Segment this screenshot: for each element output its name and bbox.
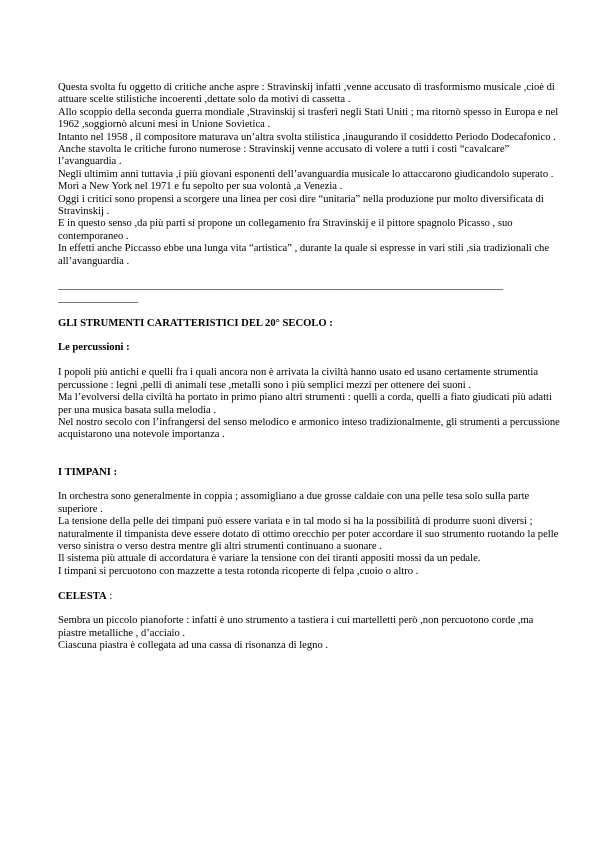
paragraph: Negli ultimim anni tuttavia ,i più giovani esponenti dell’avanguardia musicale lo attaccarono giudicandolo superato . — [58, 168, 554, 180]
paragraph: I timpani si percuotono con mazzette a testa rotonda ricoperte di felpa ,cuoio o altro . — [58, 565, 419, 577]
paragraph: I popoli più antichi e quelli fra i quali ancora non è arrivata la civiltà hanno usato ed usano certamente strumentia percussione : legni ,pelli di animali tese ,metalli sono i più semplici mezzi per ottenere dei suoni . — [58, 367, 539, 391]
section-title-suffix: : — [106, 590, 113, 602]
paragraph: Nel nostro secolo con l’infrangersi del senso melodico e armonico inteso tradizionalmente, gli strumenti a percussione acquistarono una notevole importanza . — [58, 416, 560, 441]
timpani-section — [58, 467, 560, 579]
paragraph: In orchestra sono generalmente in coppia ; assomigliano a due grosse caldaie con una pelle tesa solo sulla parte superiore . — [58, 491, 530, 515]
document-page — [58, 82, 560, 653]
section-title-bold: CELESTA — [58, 590, 107, 602]
paragraph: Questa svolta fu oggetto di critiche anche aspre : Stravinskij infatti ,venne accusato di trasformismo musicale ,cioè di attuare scelte stilistiche incoerenti ,dettate solo da motivi di cassetta . — [58, 82, 555, 106]
celesta-section — [58, 591, 560, 653]
section-title: I TIMPANI : — [58, 466, 118, 478]
paragraph: Anche stavolta le critiche furono numerose : Stravinskij venne accusato di volere a tutti i costi “cavalcare” l’avanguardia . — [58, 144, 510, 168]
separator-line-2: ________________ — [58, 292, 138, 304]
paragraph: Ciascuna piastra è collegata ad una cassa di risonanza di legno . — [58, 640, 329, 652]
instruments-section — [58, 318, 560, 442]
paragraph: Il sistema più attuale di accordatura è variare la tensione con dei tiranti appositi mossi da un pedale. — [58, 553, 481, 565]
paragraph: Oggi i critici sono propensi a scorgere una linea per così dire “unitaria” nella produzione pur molto diversificata di Stravinskij . — [58, 193, 544, 218]
paragraph: Intanto nel 1958 , il compositore maturava un’altra svolta stilistica ,inaugurando il cosiddetto Periodo Dodecafonico . — [58, 131, 556, 143]
paragraph: La tensione della pelle dei timpani può essere variata e in tal modo si ha la possibilità di produrre suoni diversi ; naturalmente il timpanista deve essere dotato di ottimo orecchio per poter accordare il suo strumento ruotando la pelle verso sinistra o verso destra mentre gli altri strumenti continuano a suonare . — [58, 516, 559, 552]
stravinskij-section — [58, 82, 560, 268]
paragraph: Sembra un piccolo pianoforte : infatti è uno strumento a tastiera i cui martelletti però ,non percuotono corde ,ma piastre metalliche , d’acciaio . — [58, 615, 534, 639]
separator-line — [58, 280, 560, 305]
separator-line-1: _________________________________________________________________________________________ — [58, 280, 503, 292]
paragraph: Ma l’evolversi della civiltà ha portato in primo piano altri strumenti : quelli a corda, quelli a fiato giudicati più adatti per una musica basata sulla melodia . — [58, 392, 552, 416]
paragraph: In effetti anche Piccasso ebbe una lunga vita “artistica” , durante la quale si espresse in vari stili ,sia tradizionali che all’avanguardia . — [58, 243, 550, 267]
paragraph: Morì a New York nel 1971 e fu sepolto per sua volontà ,a Venezia . — [58, 181, 343, 193]
section-subtitle: Le percussioni : — [58, 342, 130, 354]
section-title: GLI STRUMENTI CARATTERISTICI DEL 20° SECOLO : — [58, 317, 333, 329]
section-title — [58, 591, 560, 603]
paragraph: E in questo senso ,da più parti si propone un collegamento fra Stravinskij e il pittore spagnolo Picasso , suo contemporaneo . — [58, 218, 513, 242]
paragraph: Allo scoppio della seconda guerra mondiale ,Stravinskij si trasferì negli Stati Uniti ; ma ritornò spesso in Europa e nel 1962 ,soggiornò alcuni mesi in Unione Sovietica . — [58, 106, 559, 131]
